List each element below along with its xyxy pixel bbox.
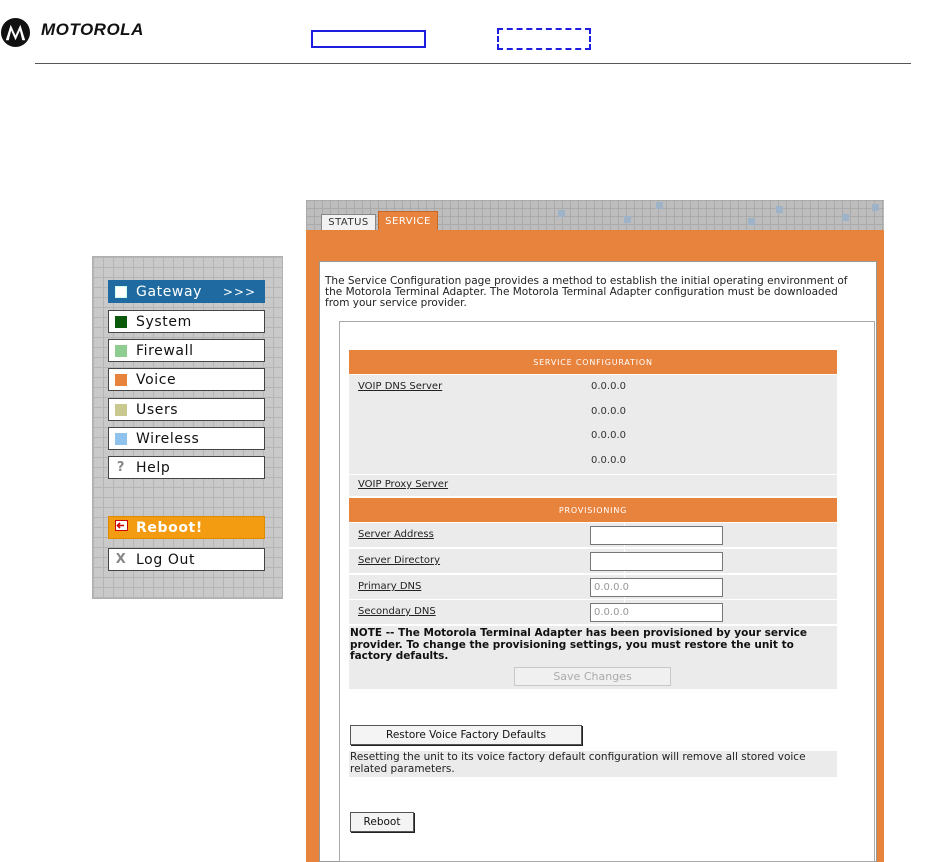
voice-square-icon (115, 374, 127, 386)
nav-item-label: Voice (136, 371, 177, 388)
nav-item-users[interactable] (108, 398, 265, 421)
nav-item-label: Users (136, 401, 179, 418)
tabbar-decoration (558, 210, 565, 217)
voip-dns-value: 0.0.0.0 (591, 381, 626, 392)
server-directory-input[interactable] (590, 552, 723, 571)
firewall-square-icon (115, 345, 127, 357)
tabbar-decoration (776, 206, 783, 213)
nav-item-wireless[interactable] (108, 427, 265, 450)
voip-dns-value: 0.0.0.0 (591, 455, 626, 466)
save-changes-button[interactable]: Save Changes (514, 667, 671, 686)
motorola-batwing-icon (0, 17, 31, 48)
provisioning-row-primary-dns (349, 575, 837, 599)
server-directory-label[interactable]: Server Directory (358, 555, 441, 566)
brand-name: MOTOROLA (41, 20, 144, 39)
header-placeholder-box (311, 30, 426, 48)
provisioning-note-area (349, 626, 837, 689)
voip-dns-label[interactable]: VOIP DNS Server (358, 381, 443, 392)
provisioning-row-server-address (349, 523, 837, 547)
tabbar-decoration (656, 202, 663, 209)
secondary-dns-label[interactable]: Secondary DNS (358, 606, 436, 617)
intro-text: The Service Configuration page provides a method to establish the initial operating environment of the Motorola Terminal Adapter. The Motorola Terminal Adapter configuration must be downloaded from your service provider. (325, 275, 848, 309)
nav-item-reboot[interactable] (108, 516, 265, 539)
nav-item-label: Reboot! (136, 519, 203, 536)
voip-proxy-label[interactable]: VOIP Proxy Server (358, 479, 449, 490)
nav-item-firewall[interactable] (108, 339, 265, 362)
users-square-icon (115, 404, 127, 416)
nav-item-label: Firewall (136, 342, 194, 359)
restore-voice-factory-defaults-button[interactable]: Restore Voice Factory Defaults (350, 725, 582, 745)
header-placeholder-dashed-box (497, 28, 591, 50)
service-panel (306, 200, 884, 862)
voip-dns-row (349, 375, 837, 474)
voip-proxy-row (349, 475, 837, 496)
server-address-label[interactable]: Server Address (358, 529, 434, 540)
nav-item-label: Help (136, 459, 171, 476)
main-nav (92, 256, 283, 599)
tabbar-decoration (624, 216, 631, 223)
tabbar-decoration (872, 204, 879, 211)
primary-dns-label[interactable]: Primary DNS (358, 581, 422, 592)
nav-item-gateway[interactable] (108, 280, 265, 303)
server-address-input[interactable] (590, 526, 723, 545)
primary-dns-input[interactable]: 0.0.0.0 (590, 578, 723, 597)
system-square-icon (115, 316, 127, 328)
nav-item-label: Log Out (136, 551, 196, 568)
secondary-dns-input[interactable]: 0.0.0.0 (590, 603, 723, 622)
tab-service[interactable]: SERVICE (378, 211, 438, 230)
close-x-icon: X (115, 552, 127, 567)
nav-item-label: System (136, 313, 192, 330)
provisioning-note: NOTE -- The Motorola Terminal Adapter has been provisioned by your service provider. To change the provisioning settings, you must restore the unit to factory defaults. (350, 627, 808, 662)
reboot-button[interactable]: Reboot (350, 812, 414, 832)
exit-arrow-icon (114, 520, 128, 535)
tab-bar (306, 200, 884, 230)
voip-dns-value: 0.0.0.0 (591, 406, 626, 417)
tab-status[interactable]: STATUS (321, 214, 376, 230)
nav-item-label: Gateway (136, 283, 203, 300)
header-divider (35, 63, 911, 64)
provisioning-header: PROVISIONING (349, 498, 837, 522)
service-configuration-header: SERVICE CONFIGURATION (349, 350, 837, 374)
wireless-square-icon (115, 433, 127, 445)
restore-description: Resetting the unit to its voice factory default configuration will remove all stored voice related parameters. (349, 751, 837, 777)
gateway-square-icon (115, 286, 127, 298)
nav-item-voice[interactable] (108, 368, 265, 391)
nav-item-label: Wireless (136, 430, 200, 447)
provisioning-row-secondary-dns (349, 600, 837, 624)
nav-item-system[interactable] (108, 310, 265, 333)
nav-item-logout[interactable] (108, 548, 265, 571)
provisioning-row-server-directory (349, 549, 837, 573)
tabbar-decoration (842, 214, 849, 221)
question-mark-icon: ? (116, 460, 126, 475)
expand-chevrons-icon: >>> (222, 284, 256, 299)
voip-dns-value: 0.0.0.0 (591, 430, 626, 441)
nav-item-help[interactable] (108, 456, 265, 479)
tabbar-decoration (748, 218, 755, 225)
